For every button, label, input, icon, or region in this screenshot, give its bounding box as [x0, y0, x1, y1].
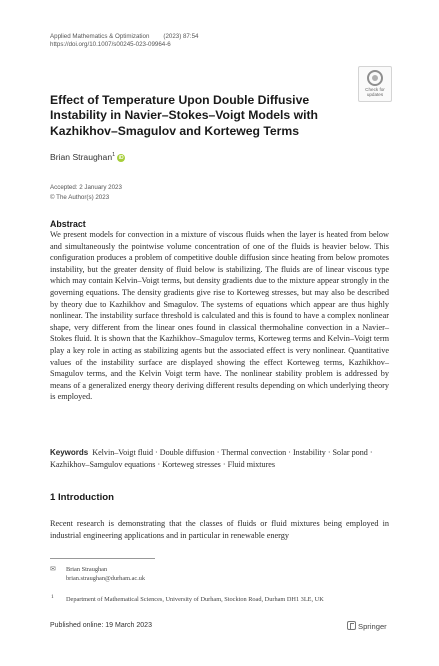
contact-email[interactable]: brian.straughan@durham.ac.uk	[66, 575, 146, 583]
affiliation-text: Department of Mathematical Sciences, University of Durham, Stockton Road, Durham DH1 3LE, UK	[66, 596, 324, 603]
section-heading-introduction: 1 Introduction	[50, 492, 114, 503]
accepted-date: Accepted: 2 January 2023	[50, 184, 122, 191]
footnote-divider	[50, 558, 155, 559]
publisher-name: Springer	[358, 622, 387, 631]
introduction-text: Recent research is demonstrating that the classes of fluids or fluid mixtures being employed in industrial engineering applications and in particular in renewable energy	[50, 519, 389, 541]
keywords-list: Kelvin–Voigt fluid · Double diffusion · Thermal convection · Instability · Solar pond · Kazhikhov–Samgulov equations · Korteweg stresses · Fluid mixtures	[50, 448, 373, 469]
article-title: Effect of Temperature Upon Double Diffusive Instability in Navier–Stokes–Voigt Models with Kazhikhov–Smagulov and Korteweg Terms	[50, 93, 318, 138]
abstract-text: We present models for convection in a mixture of viscous fluids when the layer is heated from below and simultaneously the pointwise volume concentration of one of the fluids is heavier below. This configuration produces a problem of competitive double diffusion since heating from below promotes instability, but the greater density of fluid below is stabilizing. The fluids are of linear viscous type which may contain Kelvin–Voigt terms, but density gradients due to the mixture appear strongly in the governing equations. The density gradients give rise to Korteweg stresses, but may also be described by theory due to Kazhikhov and Smagulov. The systems of equations which appear are thus highly nonlinear. The instability surface threshold is calculated and this is found to have a complex nonlinear shape, very different from the linear ones found in classical thermohaline convection in a Navier–Stokes fluid. It is shown that the Kazhikhov–Smagulov terms, Korteweg terms and Kelvin–Voigt term play a key role in acting as stabilizing agents but the associated effect is very nonlinear. Quantitative values of the instability surface are displayed showing the effect Korteweg terms, Kazhikhov–Smagulov terms, and the Kelvin Voigt term have. The nonlinear stability problem is addressed by means of a generalized energy theory deriving different results depending on which underlying theory is employed.	[50, 230, 389, 402]
journal-citation: (2023) 87:54	[163, 33, 199, 40]
check-for-updates-button[interactable]	[358, 66, 392, 102]
journal-header	[50, 32, 198, 41]
journal-name: Applied Mathematics & Optimization	[50, 33, 150, 40]
published-date: Published online: 19 March 2023	[50, 622, 152, 629]
affiliation-footnote	[50, 596, 395, 603]
envelope-icon: ✉	[50, 565, 56, 573]
abstract-heading: Abstract	[50, 219, 86, 229]
author-affiliation-mark: 1	[112, 152, 116, 159]
contact-name: Brian Straughan	[66, 566, 108, 573]
corresponding-author	[50, 565, 395, 584]
check-for-updates-sublabel: updates	[366, 92, 384, 97]
keywords-label: Keywords	[50, 448, 89, 457]
affiliation-mark: 1	[51, 594, 54, 600]
check-for-updates-label: Check for	[365, 87, 385, 92]
doi-link[interactable]: https://doi.org/10.1007/s00245-023-09964-6	[50, 41, 171, 48]
springer-horse-icon	[347, 621, 356, 630]
author-line	[50, 152, 125, 162]
author-name[interactable]: Brian Straughan	[50, 152, 113, 162]
check-for-updates-icon	[367, 70, 383, 86]
publisher-logo	[347, 621, 387, 631]
keywords	[50, 447, 389, 470]
orcid-icon[interactable]: iD	[118, 155, 124, 161]
article-dates	[50, 183, 122, 202]
copyright-notice: © The Author(s) 2023	[50, 193, 110, 201]
